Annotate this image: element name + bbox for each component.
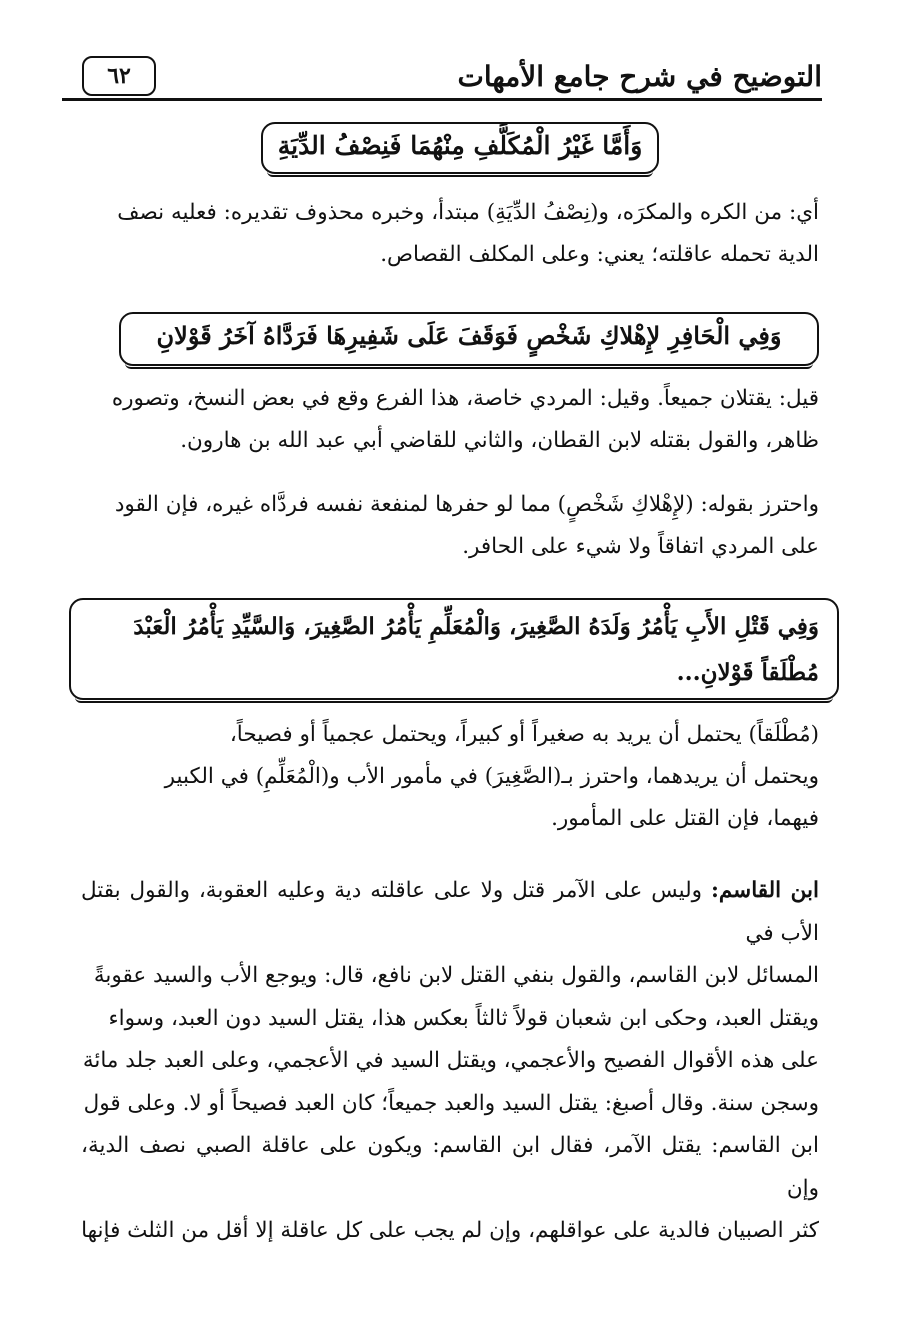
book-title: التوضيح في شرح جامع الأمهات: [457, 60, 822, 93]
commentary-paragraph: [81, 484, 819, 568]
speaker-label: ابن القاسم:: [710, 878, 819, 903]
commentary-paragraph: [81, 378, 819, 462]
text-line: ابن القاسم: يقتل الآمر، فقال ابن القاسم: ويكون على عاقلة الصبي نصف الدية، وإن: [81, 1133, 819, 1201]
text-line: أي: من الكره والمكرَه، و(نِصْفُ الدِّيَةِ) مبتدأ، وخبره محذوف تقديره: فعليه نصف: [117, 200, 819, 225]
commentary-paragraph: [81, 870, 819, 1253]
matn-box: [119, 312, 819, 366]
text-line-content: وليس على الآمر قتل ولا على عاقلته دية وعليه العقوبة، والقول بقتل الأب في: [81, 878, 819, 946]
matn-box: [261, 122, 659, 174]
commentary-paragraph: [81, 192, 819, 276]
matn-text-line: مُطْلَقاً قَوْلانِ...: [676, 659, 819, 686]
text-line: [81, 870, 819, 955]
running-header: [62, 50, 822, 102]
matn-text: وَأَمَّا غَيْرُ الْمُكَلَّفِ مِنْهُمَا فَنِصْفُ الدِّيَةِ: [277, 131, 643, 160]
text-line: وسجن سنة. وقال أصبغ: يقتل السيد والعبد جميعاً؛ كان العبد فصيحاً أو لا. وعلى قول: [83, 1090, 819, 1116]
text-line: كثر الصبيان فالدية على عواقلهم، وإن لم يجب على كل عاقلة إلا أقل من الثلث فإنها: [81, 1218, 819, 1243]
matn-text: وَفِي الْحَافِرِ لإِهْلاكِ شَخْصٍ فَوَقَفَ عَلَى شَفِيرِهَا فَرَدَّاهُ آخَرُ قَوْلانِ: [156, 321, 782, 350]
text-line: الدية تحمله عاقلته؛ يعني: وعلى المكلف القصاص.: [380, 242, 819, 267]
text-line: على هذه الأقوال الفصيح والأعجمي، ويقتل السيد في الأعجمي، وعلى العبد جلد مائة: [82, 1048, 819, 1073]
text-line: ظاهر، والقول بقتله لابن القطان، والثاني للقاضي أبي عبد الله بن هارون.: [180, 428, 819, 453]
text-line: (مُطْلَقاً) يحتمل أن يريد به صغيراً أو كبيراً، ويحتمل عجمياً أو فصيحاً،: [229, 722, 819, 747]
page-number: ٦٢: [82, 56, 156, 96]
text-line: على المردي اتفاقاً ولا شيء على الحافر.: [462, 534, 819, 559]
text-line: فيهما، فإن القتل على المأمور.: [551, 806, 819, 831]
text-line: قيل: يقتلان جميعاً. وقيل: المردي خاصة، هذا الفرع وقع في بعض النسخ، وتصوره: [111, 386, 819, 411]
text-line: المسائل لابن القاسم، والقول بنفي القتل لابن نافع، قال: ويوجع الأب والسيد عقوبةً: [93, 963, 819, 988]
text-line: واحترز بقوله: (لإِهْلاكِ شَخْصٍ) مما لو حفرها لمنفعة نفسه فردَّاه غيره، فإن القود: [114, 492, 819, 517]
text-line: ويحتمل أن يريدهما، واحترز بـ(الصَّغِيرَ) في مأمور الأب و(الْمُعَلِّمِ) في الكبير: [164, 764, 819, 789]
commentary-paragraph: [81, 714, 819, 840]
header-divider: [62, 98, 822, 101]
matn-text-line: وَفِي قَتْلِ الأَبِ يَأْمُرُ وَلَدَهُ الصَّغِيرَ، وَالْمُعَلِّمِ يَأْمُرُ الصَّغِيرَ، وَالسَّيِّدِ يَأْمُرُ الْعَبْدَ: [133, 613, 819, 640]
matn-box: [69, 598, 839, 700]
text-line: ويقتل العبد، وحكى ابن شعبان قولاً ثالثاً بعكس هذا، يقتل السيد دون العبد، وسواء: [108, 1005, 819, 1031]
